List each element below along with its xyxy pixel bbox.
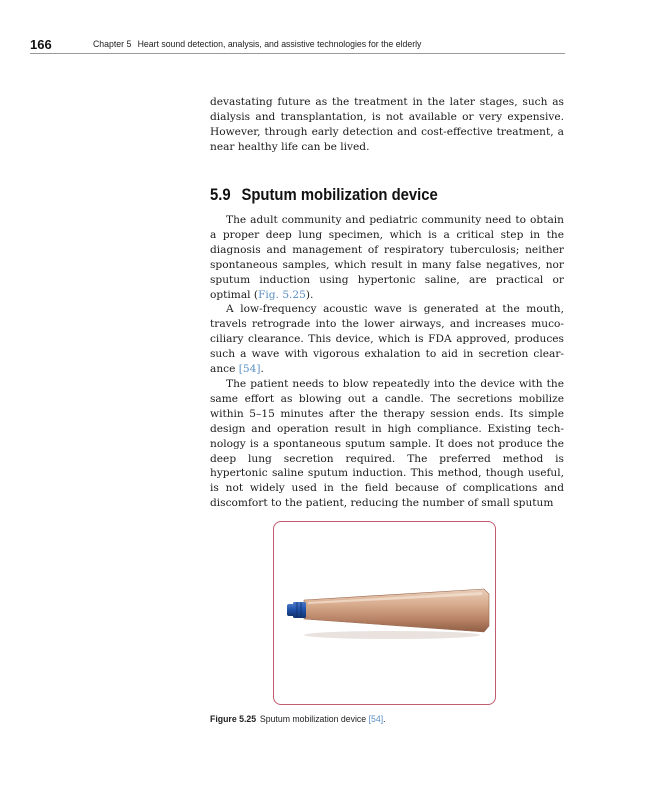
chapter-title: Heart sound detection, analysis, and assistive technologies for the elderly [137,39,422,49]
section-body [210,213,564,511]
paragraph-1-text: The adult community and pediatric community need to obtain a proper deep lung specimen, which is a critical step in the diagnosis and management of respiratory tuberculosis; neither spontaneous samples, which result in many false negatives, nor sputum induction using hypertonic saline, are practical or optimal ( [210,214,564,301]
page-number: 166 [30,37,52,52]
figure-caption-text: Sputum mobilization device [259,714,367,724]
paragraph-2-end: . [260,363,264,376]
chapter-label: Chapter 5 [93,39,132,49]
caption-end: . [383,714,386,724]
paragraph-1 [210,213,564,302]
figure-link[interactable]: Fig. 5.25 [258,288,306,301]
device-shadow [304,631,480,639]
paragraph-2 [210,302,564,377]
intro-paragraph-text: devastating future as the treatment in the later stages, such as dialysis and transplantation, is not available or very expensive. However, through early detection and cost-effective treatment, a near healthy life can be lived. [210,96,564,153]
paragraph-2-text: A low-frequency acoustic wave is generated at the mouth, travels retrograde into the lower airways, and increases mucociliary clearance. This device, which is FDA approved, produces such a wave with vigorous exhalation to aid in secretion clearance [210,303,564,376]
citation-link[interactable]: [54] [238,363,261,376]
caption-citation-link[interactable]: [54] [368,714,384,724]
intro-paragraph [210,95,564,155]
figure-frame [273,521,496,705]
paragraph-3: The patient needs to blow repeatedly into the device with the same effort as blowing out a candle. The secretions mobilize within 5–15 minutes after the therapy session ends. Its simple design and operation result in high compliance. Existing technology is a spontaneous sputum sample. It does not produce the deep lung secretion required. The preferred method is hypertonic saline sputum induction. This method, though useful, is not widely used in the field because of complications and discomfort to the patient, reducing the number of small sputum [210,377,564,510]
figure-caption [210,714,386,724]
sputum-device-image [274,522,495,704]
section-title: Sputum mobilization device [241,186,438,204]
paragraph-1-end: ). [305,288,314,301]
figure-label: Figure 5.25 [210,714,257,724]
section-heading [210,186,438,205]
running-head-text [93,39,421,49]
device-mouthpiece [287,604,295,616]
section-number: 5.9 [210,186,231,204]
header-rule [30,53,565,54]
